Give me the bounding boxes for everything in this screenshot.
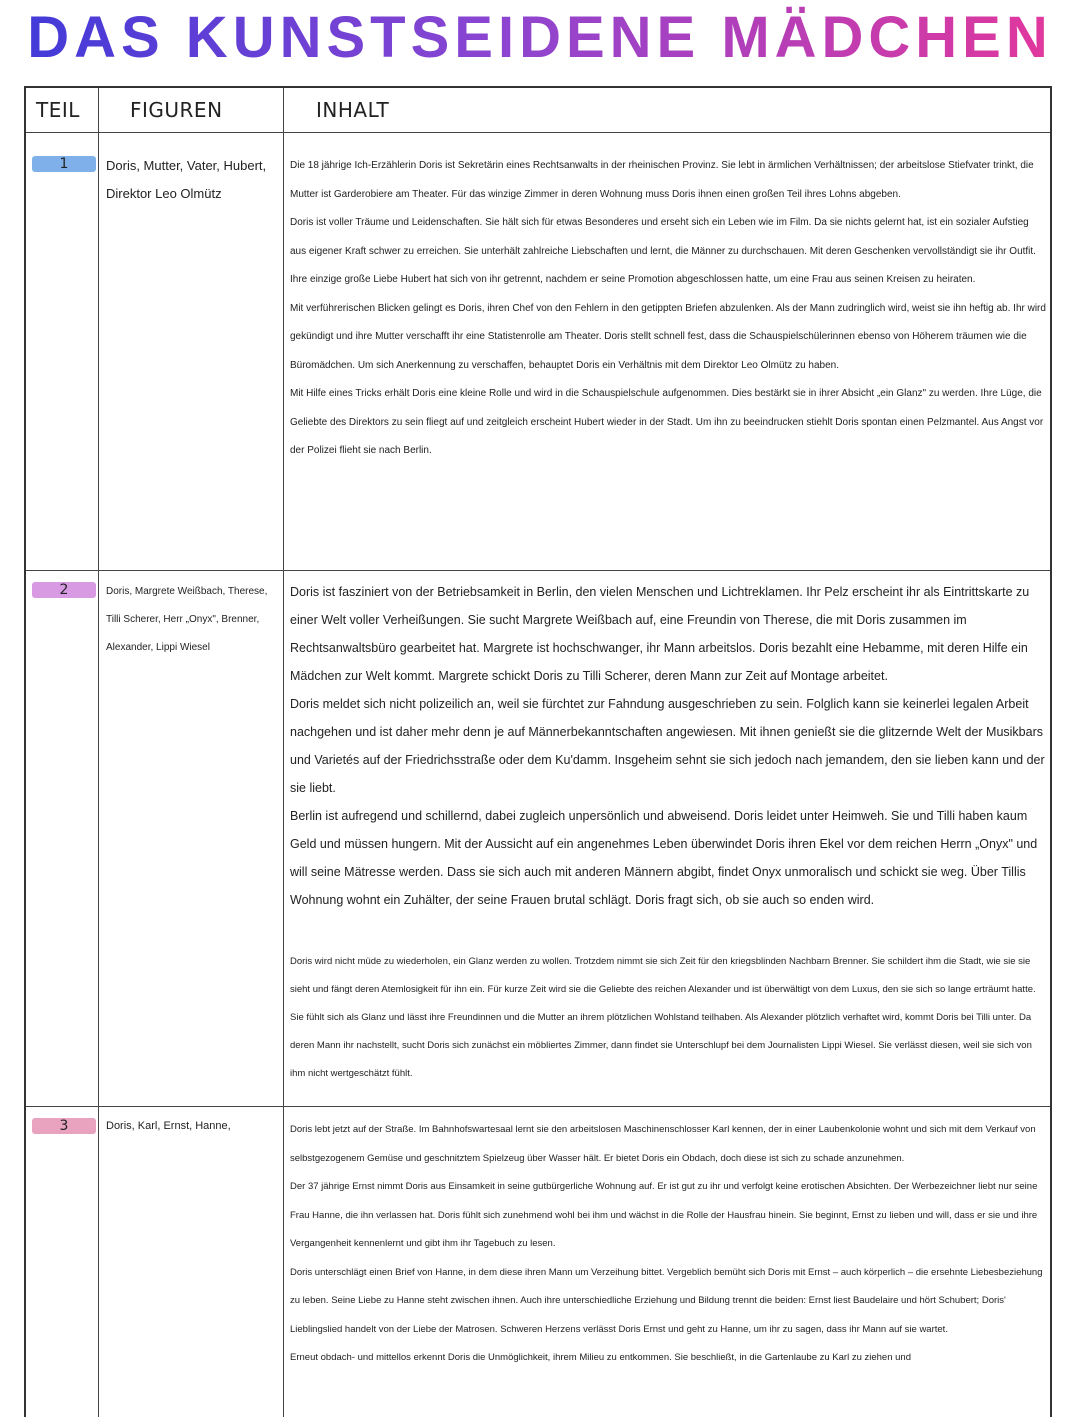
part-2-content (290, 578, 1046, 914)
paragraph: Doris ist voller Träume und Leidenschaften. Sie hält sich für etwas Besonderes und erseht sich ein Leben wie im Film. Da sie nichts gelernt hat, ist ein sozialer Aufstieg aus eigener Kraft schwer zu erreichen. Sie unterhält zahlreiche Liebschaften und lernt, die Männer zu durchschauen. Mit deren Geschenken vervollständigt sie ihr Outfit. Ihre einzige große Liebe Hubert hat sich von ihr getrennt, nachdem er seine Promotion abgeschlossen hatte, um eine Frau aus seinen Kreisen zu heiraten. (290, 217, 1036, 285)
header-divider (26, 132, 1050, 133)
paragraph: Mit Hilfe eines Tricks erhält Doris eine kleine Rolle und wird in die Schauspielschule aufgenommen. Dies bestärkt sie in ihrer Absicht „ein Glanz" zu werden. Ihre Lüge, die Geliebte des Direktors zu sein fliegt auf und zeitgleich erscheint Hubert wieder in der Stadt. Um ihn zu beeindrucken stiehlt Doris spontan einen Pelzmantel. Aus Angst vor der Polizei flieht sie nach Berlin. (290, 388, 1044, 456)
part-1-content (290, 152, 1046, 466)
paragraph: Doris lebt jetzt auf der Straße. Im Bahnhofswartesaal lernt sie den arbeitslosen Maschinenschlosser Karl kennen, der in einer Laubenkolonie wohnt und sich mit dem Verkauf von selbstgezogenem Gemüse und geschnitztem Spielzeug über Wasser hält. Er bietet Doris ein Obdach, doch diese ist sich zu schade anzunehmen. (290, 1124, 1036, 1164)
paragraph: Doris ist fasziniert von der Betriebsamkeit in Berlin, den vielen Menschen und Lichtreklamen. Ihr Pelz erscheint ihr als Eintrittskarte zu einer Welt voller Verheißungen. Sie sucht Margrete Weißbach auf, eine Freundin von Therese, die mit Doris zusammen im Rechtsanwaltsbüro gearbeitet hat. Margrete ist hochschwanger, ihr Mann arbeitslos. Doris bezahlt eine Hebamme, mit deren Hilfe ein Mädchen zur Welt kommt. Margrete schickt Doris zu Tilli Scherer, deren Mann zur Zeit auf Montage arbeitet. (290, 585, 1030, 683)
part-1-figures: Doris, Mutter, Vater, Hubert, Direktor Leo Olmütz (106, 158, 267, 201)
paragraph: Der 37 jährige Ernst nimmt Doris aus Einsamkeit in seine gutbürgerliche Wohnung auf. Er ist gut zu ihr und verfolgt keine erotischen Absichten. Der Werbezeichner liebt nur seine Frau Hanne, die ihn verlassen hat. Doris fühlt sich zunehmend wohl bei ihm und wächst in die Rolle der Hausfrau hinein. Sie beginnt, Ernst zu lieben und will, dass er sie und ihre Vergangenheit kennenlernt und gibt ihm ihr Tagebuch zu lesen. (290, 1181, 1038, 1249)
column-divider (283, 88, 284, 1417)
paragraph: Erneut obdach- und mittellos erkennt Doris die Unmöglichkeit, ihrem Milieu zu entkommen. Sie beschließt, in die Gartenlaube zu Karl zu ziehen und (290, 1352, 911, 1363)
header-figuren: FIGUREN (130, 98, 223, 122)
summary-table (24, 86, 1052, 1417)
part-2-figures: Doris, Margrete Weißbach, Therese, Tilli Scherer, Herr „Onyx", Brenner, Alexander, Lippi Wiesel (106, 586, 268, 653)
part-badge-3: 3 (32, 1118, 96, 1134)
header-inhalt: INHALT (316, 98, 390, 122)
paragraph: Mit verführerischen Blicken gelingt es Doris, ihren Chef von den Fehlern in den getippten Briefen abzulenken. Als der Mann zudringlich wird, weist sie ihn heftig ab. Ihr wird gekündigt und ihre Mutter verschafft ihr eine Statistenrolle am Theater. Doris stellt schnell fest, dass die Schauspielschülerinnen ebenso von Höherem träumen wie die Büromädchen. Um sich Anerkennung zu verschaffen, behauptet Doris ein Verhältnis mit dem Direktor Leo Olmütz zu haben. (290, 302, 1046, 371)
part-2-content-continued (290, 948, 1046, 1088)
part-3-content (290, 1116, 1046, 1373)
header-teil: TEIL (36, 98, 80, 122)
paragraph: Doris unterschlägt einen Brief von Hanne, in dem diese ihren Mann um Verzeihung bittet. Vergeblich bemüht sich Doris mit Ernst – auch körperlich – die ersehnte Liebesbeziehung zu leben. Seine Liebe zu Hanne steht zwischen ihnen. Auch ihre unterschiedliche Erziehung und Bildung trennt die beiden: Ernst liest Baudelaire und hört Schubert; Doris' Lieblingslied handelt von der Liebe der Matrosen. Schweren Herzens verlässt Doris Ernst und geht zu Hanne, um ihr zu sagen, dass ihr Mann auf sie wartet. (290, 1266, 1043, 1335)
paragraph: Die 18 jährige Ich-Erzählerin Doris ist Sekretärin eines Rechtsanwalts in der rheinischen Provinz. Sie lebt in ärmlichen Verhältnissen; der arbeitslose Stiefvater trinkt, die Mutter ist Garderobiere am Theater. Für das winzige Zimmer in deren Wohnung muss Doris ihnen einen großen Teil ihres Lohns abgeben. (290, 160, 1034, 200)
paragraph: Doris wird nicht müde zu wiederholen, ein Glanz werden zu wollen. Trotzdem nimmt sie sich Zeit für den kriegsblinden Nachbarn Brenner. Sie schildert ihm die Stadt, wie sie sie sieht und fängt deren Atemlosigkeit für ihn ein. Für kurze Zeit wird sie die Geliebte des reichen Alexander und ist überwältigt von dem Luxus, den sie sich so lange erträumt hatte. Sie fühlt sich als Glanz und lässt ihre Freundinnen und die Mutter an ihrem plötzlichen Wohlstand teilhaben. Als Alexander plötzlich verhaftet wird, kommt Doris bei Tilli unter. Da deren Mann ihr nachstellt, sucht Doris sich zunächst ein möbliertes Zimmer, dann findet sie Unterschlupf bei dem Journalisten Lippi Wiesel. Sie verlässt diesen, weil sie sich von ihm nicht wertgeschätzt fühlt. (290, 956, 1036, 1079)
column-divider (98, 88, 99, 1417)
part-3-figures: Doris, Karl, Ernst, Hanne, (106, 1120, 231, 1132)
row-divider (26, 1106, 1050, 1107)
page-title: DAS KUNSTSEIDENE MÄDCHEN (0, 2, 1080, 82)
row-divider (26, 570, 1050, 571)
part-badge-1: 1 (32, 156, 96, 172)
paragraph: Berlin ist aufregend und schillernd, dabei zugleich unpersönlich und abweisend. Doris leidet unter Heimweh. Sie und Tilli haben kaum Geld und müssen hungern. Mit der Aussicht auf ein angenehmes Leben überwindet Doris ihren Ekel vor dem reichen Herrn „Onyx" und will seine Mätresse werden. Dass sie sich auch mit anderen Männern abgibt, findet Onyx unmoralisch und schickt sie weg. Über Tillis Wohnung wohnt ein Zuhälter, der seine Frauen brutal schlägt. Doris fragt sich, ob sie auch so enden wird. (290, 809, 1038, 907)
part-badge-2: 2 (32, 582, 96, 598)
paragraph: Doris meldet sich nicht polizeilich an, weil sie fürchtet zur Fahndung ausgeschrieben zu sein. Folglich kann sie keinerlei legalen Arbeit nachgehen und ist daher mehr denn je auf Männerbekanntschaften angewiesen. Mit ihnen genießt sie die glitzernde Welt der Musikbars und Varietés auf der Friedrichsstraße oder dem Ku'damm. Insgeheim sehnt sie sich jedoch nach jemandem, den sie lieben kann und der sie liebt. (290, 697, 1045, 795)
